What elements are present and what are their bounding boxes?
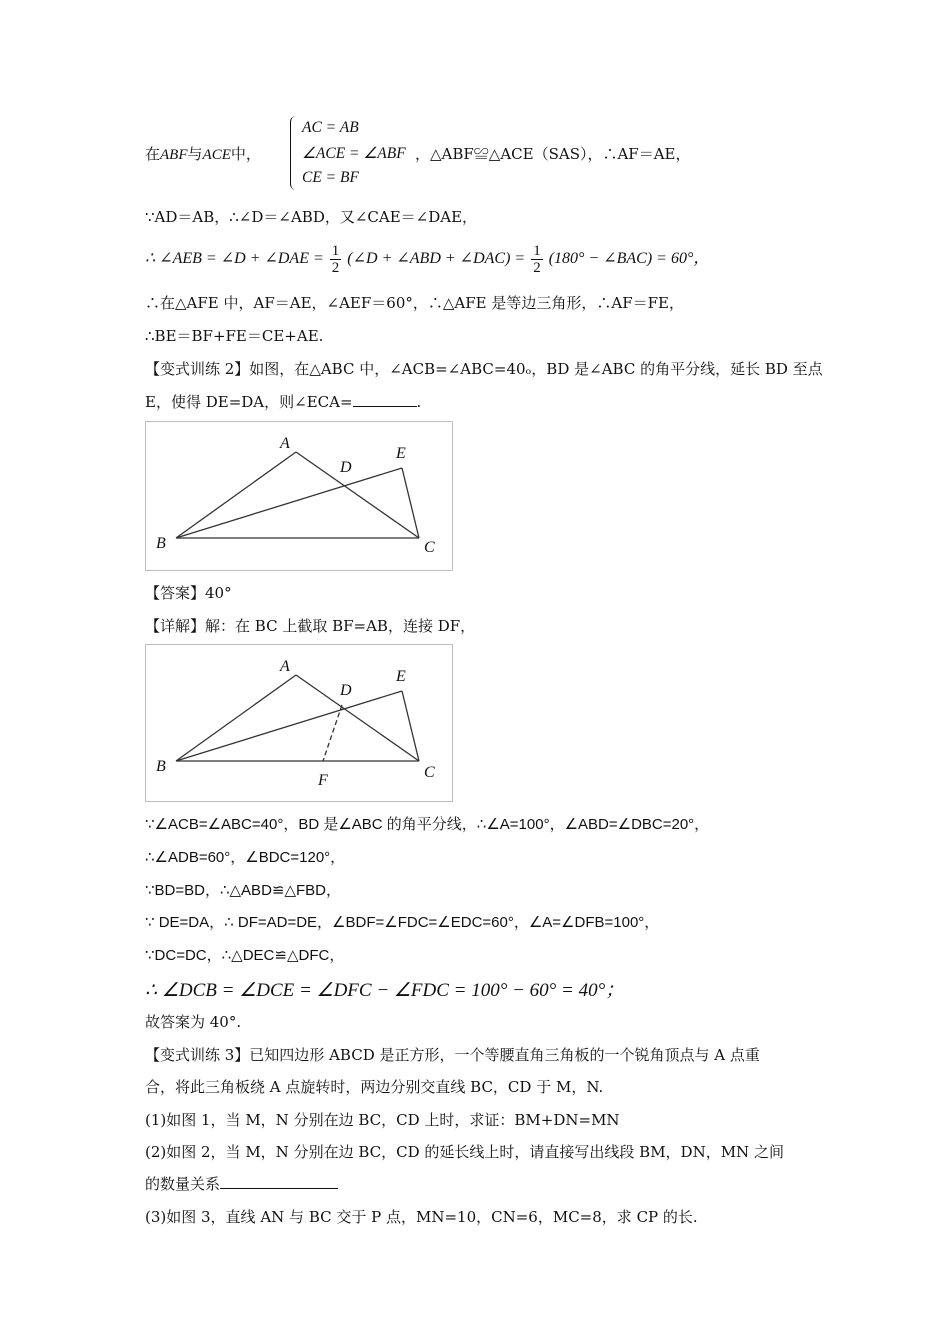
fraction-half-2: $\frac{1}{2}$: [533, 242, 541, 276]
detail-line: 【详解】解：在 BC 上截取 BF=AB，连接 DF，: [145, 617, 476, 635]
exercise3-part3: (3)如图 3，直线 AN 与 BC 交于 P 点，MN=10，CN=6，MC=8，求 CP 的长.: [145, 1208, 698, 1226]
answer-blank: [353, 392, 417, 407]
proof-line-be: ∴BE＝BF+FE＝CE+AE.: [145, 327, 324, 345]
proof-line-4: ∵ DE=DA，∴ DF=AD=DE，∠BDF=∠FDC=∠EDC=60°，∠A=∠DFB=100°，: [145, 914, 660, 931]
label-c: C: [424, 764, 435, 781]
label-e: E: [396, 445, 406, 462]
label-f: F: [318, 772, 328, 789]
segment-ba: [176, 452, 296, 538]
label-b: B: [156, 535, 166, 552]
exercise2-line1: 【变式训练 2】如图，在△ABC 中，∠ACB=∠ABC=40ₒ，BD 是∠ABC 的角平分线，延长 BD 至点: [145, 360, 823, 378]
exercise3-line1: 【变式训练 3】已知四边形 ABCD 是正方形，一个等腰直角三角板的一个锐角顶点与 A 点重: [145, 1046, 760, 1064]
exercise3-part2: (2)如图 2，当 M，N 分别在边 BC，CD 的延长线上时，请直接写出线段 BM，DN，MN 之间: [145, 1143, 784, 1161]
triangle-figure-1: [145, 421, 453, 571]
triangle-diagram-1: [146, 422, 452, 570]
proof-line-2: ∴∠ADB=60°，∠BDC=120°，: [145, 849, 346, 866]
exercise2-line2: E，使得 DE=DA，则∠ECA= .: [145, 393, 422, 411]
congruence-result: ，△ABF≌△ACE（SAS），∴AF＝AE，: [415, 145, 691, 163]
proof-line-3: ∵BD=BD，∴△ABD≌△FBD，: [145, 882, 342, 899]
label-d: D: [340, 682, 352, 699]
exercise3-part2-cont: 的数量关系: [145, 1174, 338, 1194]
proof-line-afe: ∴在△AFE 中，AF＝AE，∠AEF＝60°，∴△AFE 是等边三角形，∴AF＝FE，: [145, 294, 684, 312]
system-brace: [290, 116, 301, 190]
congruence-intro: 在ABF与ACE中，: [145, 145, 261, 163]
exercise3-line2: 合，将此三角板绕 A 点旋转时，两边分别交直线 BC，CD 于 M，N.: [145, 1078, 604, 1096]
system-line-1: AC = AB: [302, 119, 359, 136]
system-line-2: ∠ACE = ∠ABF: [302, 145, 406, 162]
proof-line-ad-ab: ∵AD＝AB，∴∠D＝∠ABD，又∠CAE＝∠DAE，: [145, 208, 478, 226]
exercise3-part1: (1)如图 1，当 M，N 分别在边 BC，CD 上时，求证：BM+DN=MN: [145, 1111, 620, 1129]
triangle-figure-2: [145, 644, 453, 802]
label-e: E: [396, 668, 406, 685]
angle-aeb-equation: ∴ ∠AEB = ∠D + ∠DAE = $\frac{1}{2}$ (∠D + ∠ABD + ∠DAC) = $\frac{1}{2}$ (180° − ∠BAC) = 60°，: [145, 242, 710, 276]
system-line-3: CE = BF: [302, 169, 359, 186]
label-d: D: [340, 459, 352, 476]
triangle-diagram-2: [146, 645, 452, 801]
proof-equation: ∴ ∠DCB = ∠DCE = ∠DFC − ∠FDC = 100° − 60° = 40°；: [145, 980, 625, 1001]
label-a: A: [280, 658, 290, 675]
relation-blank: [220, 1174, 338, 1189]
proof-line-1: ∵∠ACB=∠ABC=40°，BD 是∠ABC 的角平分线，∴∠A=100°，∠ABD=∠DBC=20°，: [145, 816, 710, 833]
segment-df: [323, 705, 342, 761]
segment-ba: [176, 675, 296, 761]
label-c: C: [424, 539, 435, 556]
answer-line: 【答案】40°: [145, 584, 232, 602]
label-a: A: [280, 435, 290, 452]
label-b: B: [156, 758, 166, 775]
fraction-half-1: $\frac{1}{2}$: [331, 242, 340, 276]
proof-line-5: ∵DC=DC，∴△DEC≌△DFC，: [145, 947, 345, 964]
proof-conclusion: 故答案为 40°.: [145, 1013, 242, 1031]
